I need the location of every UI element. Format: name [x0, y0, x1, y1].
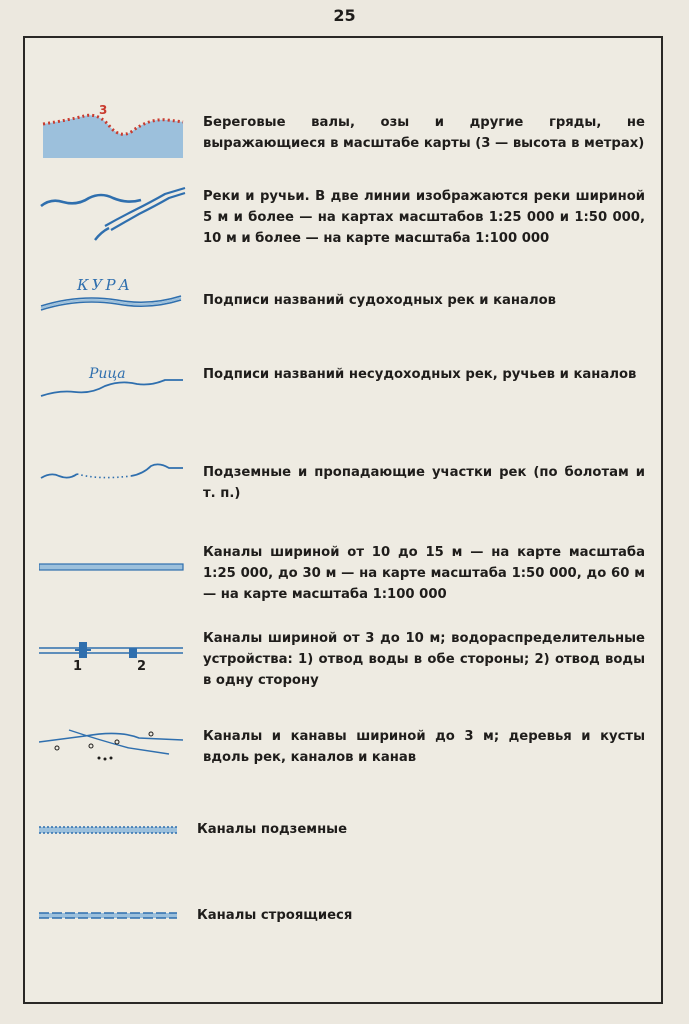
legend-frame — [23, 36, 663, 1004]
legend-text-navigable-labels: Подписи названий судоходных рек и каналов — [203, 293, 557, 308]
underground-canal-icon — [39, 818, 189, 842]
river-stream-icon — [39, 184, 189, 244]
navigable-river-name: КУРА — [77, 276, 133, 294]
ditch-trees-icon — [39, 726, 189, 766]
underground-river-icon — [39, 458, 189, 490]
legend-text-underground-rivers: Подземные и пропадающие участки рек (по болотам и т. п.) — [203, 465, 645, 501]
ridge-height-label: 3 — [99, 104, 108, 117]
page-number: 25 — [333, 6, 356, 25]
ridge-symbol-icon — [39, 104, 189, 162]
legend-text-underground-canals: Каналы подземные — [197, 822, 348, 837]
legend-text-canals-construction: Каналы строящиеся — [197, 908, 353, 923]
legend-text-ditches: Каналы и канавы шириной до 3 м; деревья и кусты вдоль рек, каналов и канав — [203, 729, 645, 765]
legend-text-wide-canals: Каналы шириной от 10 до 15 м — на карте масштаба 1:25 000, до 30 м — на карте масштаба 1:50 000, до 60 м — на карте масштаба 1:100 000 — [203, 545, 645, 602]
navigable-river-label-icon — [39, 276, 189, 316]
legend-text-non-navigable-labels: Подписи названий несудоходных рек, ручьев и каналов — [203, 367, 637, 382]
distribution-label-1: 1 — [73, 659, 83, 674]
legend-text-rivers: Реки и ручьи. В две линии изображаются реки шириной 5 м и более — на картах масштабов 1:25 000 и 1:50 000, 10 м и более — на карте масштаба 1:100 000 — [203, 189, 645, 246]
non-navigable-river-label-icon — [39, 360, 189, 404]
non-navigable-river-name: Рица — [89, 366, 126, 382]
canal-under-construction-icon — [39, 904, 189, 928]
canal-distribution-icon — [39, 626, 189, 676]
legend-text-canal-distribution: Каналы шириной от 3 до 10 м; водораспределительные устройства: 1) отвод воды в обе стороны; 2) отвод воды в одну сторону — [203, 631, 645, 688]
legend-text-ridges: Береговые валы, озы и другие гряды, не выражающиеся в масштабе карты (3 — высота в метрах) — [203, 115, 645, 151]
distribution-label-2: 2 — [137, 659, 147, 674]
wide-canal-icon — [39, 542, 189, 572]
